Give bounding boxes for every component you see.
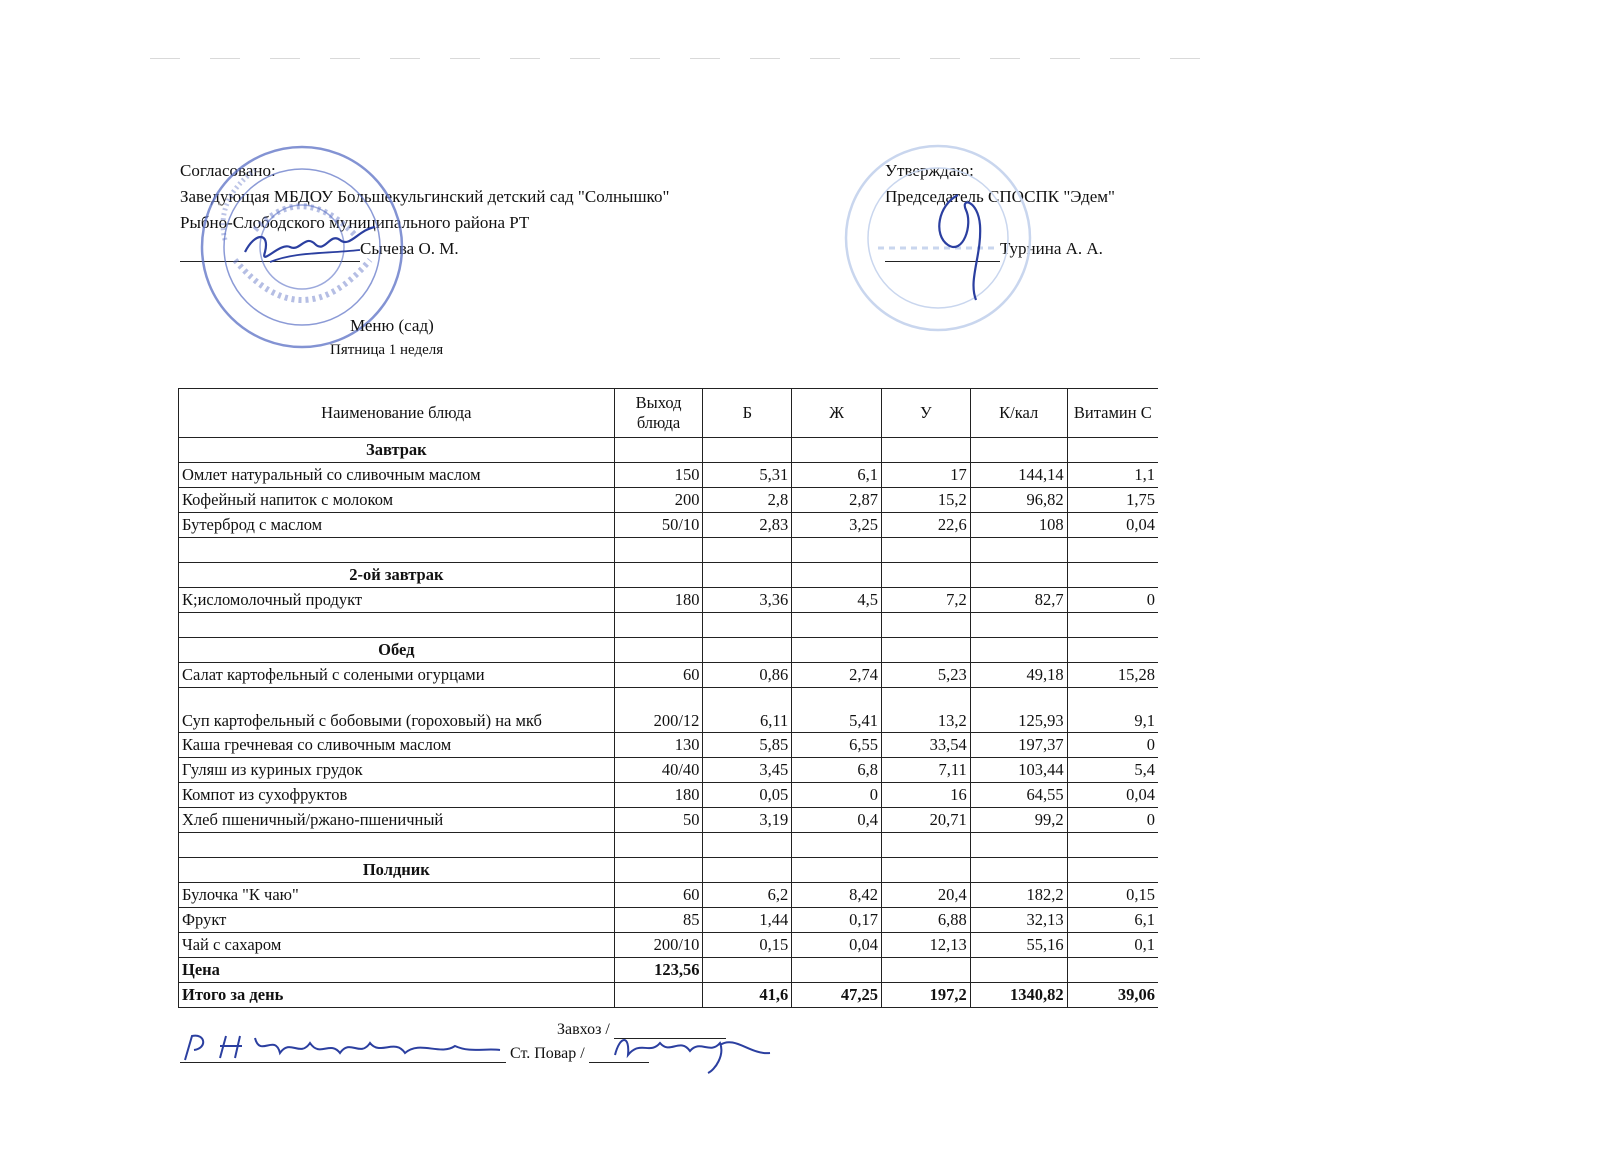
cell-name: Бутерброд с маслом — [179, 513, 615, 538]
cell-kcal: 1340,82 — [970, 983, 1067, 1008]
cell-fat: 4,5 — [792, 588, 882, 613]
scan-artifact-line — [150, 58, 1210, 59]
cell-vitamin-c — [1067, 538, 1158, 563]
cook-label: Ст. Повар / — [510, 1045, 585, 1062]
cell-protein: 6,11 — [703, 688, 792, 733]
cell-output — [614, 538, 703, 563]
cell-name: Фрукт — [179, 908, 615, 933]
cell-carbs — [881, 638, 970, 663]
cell-kcal: 32,13 — [970, 908, 1067, 933]
col-header-protein: Б — [703, 389, 792, 438]
cell-vitamin-c: 15,28 — [1067, 663, 1158, 688]
section-row — [179, 858, 1159, 883]
cell-carbs: 16 — [881, 783, 970, 808]
cell-fat — [792, 638, 882, 663]
cell-kcal: 144,14 — [970, 463, 1067, 488]
agreed-name: Сычева О. М. — [360, 239, 459, 258]
cell-output: 200/10 — [614, 933, 703, 958]
cell-fat: 0 — [792, 783, 882, 808]
cell-vitamin-c — [1067, 613, 1158, 638]
cell-protein — [703, 438, 792, 463]
cell-name: 2-ой завтрак — [179, 563, 615, 588]
cell-vitamin-c — [1067, 958, 1158, 983]
cell-fat: 3,25 — [792, 513, 882, 538]
cell-vitamin-c — [1067, 563, 1158, 588]
table-row — [179, 663, 1159, 688]
cell-kcal — [970, 638, 1067, 663]
cell-output — [614, 563, 703, 588]
cell-kcal — [970, 613, 1067, 638]
section-row — [179, 638, 1159, 663]
col-header-vitamin-c: Витамин С — [1067, 389, 1158, 438]
table-row — [179, 908, 1159, 933]
cell-name: Суп картофельный с бобовыми (гороховый) на мкб — [179, 688, 615, 733]
cell-carbs: 6,88 — [881, 908, 970, 933]
cell-output: 180 — [614, 588, 703, 613]
table-row — [179, 588, 1159, 613]
cell-output — [614, 833, 703, 858]
cell-fat: 47,25 — [792, 983, 882, 1008]
page-title: Меню (сад) — [350, 316, 434, 335]
cell-vitamin-c: 1,75 — [1067, 488, 1158, 513]
cell-name: Кофейный напиток с молоком — [179, 488, 615, 513]
cell-kcal: 103,44 — [970, 758, 1067, 783]
col-header-output: Выход блюда — [614, 389, 703, 438]
empty-row — [179, 538, 1159, 563]
cell-fat: 6,55 — [792, 733, 882, 758]
cell-protein — [703, 538, 792, 563]
cell-fat — [792, 833, 882, 858]
menu-table-body — [179, 438, 1159, 1008]
cell-kcal: 99,2 — [970, 808, 1067, 833]
cell-output: 130 — [614, 733, 703, 758]
agreed-district: Рыбно-Слободского муниципального района РТ — [180, 213, 530, 232]
cell-protein: 1,44 — [703, 908, 792, 933]
approve-name: Турнина А. А. — [1000, 239, 1103, 258]
cell-vitamin-c: 0,15 — [1067, 883, 1158, 908]
cell-fat: 2,74 — [792, 663, 882, 688]
agreed-signature-row — [180, 236, 669, 262]
cell-fat — [792, 563, 882, 588]
cell-carbs: 197,2 — [881, 983, 970, 1008]
cell-kcal — [970, 833, 1067, 858]
cell-name: Чай с сахаром — [179, 933, 615, 958]
cook-row — [180, 1044, 649, 1063]
cell-kcal: 125,93 — [970, 688, 1067, 733]
cell-kcal — [970, 438, 1067, 463]
cell-protein: 2,8 — [703, 488, 792, 513]
table-row — [179, 758, 1159, 783]
section-row — [179, 563, 1159, 588]
cell-name: К;исломолочный продукт — [179, 588, 615, 613]
cell-fat — [792, 958, 882, 983]
table-row — [179, 783, 1159, 808]
cell-protein: 2,83 — [703, 513, 792, 538]
cell-carbs: 33,54 — [881, 733, 970, 758]
cell-fat: 0,17 — [792, 908, 882, 933]
cell-carbs — [881, 858, 970, 883]
approve-label: Утверждаю: — [885, 161, 974, 180]
cell-vitamin-c: 39,06 — [1067, 983, 1158, 1008]
empty-row — [179, 613, 1159, 638]
cell-fat: 8,42 — [792, 883, 882, 908]
cell-carbs — [881, 833, 970, 858]
col-header-fat: Ж — [792, 389, 882, 438]
table-row — [179, 808, 1159, 833]
supply-manager-label: Завхоз / — [557, 1021, 610, 1038]
agreed-position: Заведующая МБДОУ Большекульгинский детский сад "Солнышко" — [180, 187, 670, 206]
cell-carbs: 7,2 — [881, 588, 970, 613]
table-row — [179, 488, 1159, 513]
cell-vitamin-c: 1,1 — [1067, 463, 1158, 488]
cell-output — [614, 438, 703, 463]
approve-signature-row — [885, 236, 1115, 262]
cell-vitamin-c: 5,4 — [1067, 758, 1158, 783]
cell-name — [179, 538, 615, 563]
cell-vitamin-c — [1067, 638, 1158, 663]
cell-name — [179, 613, 615, 638]
cell-carbs — [881, 958, 970, 983]
cell-name: Обед — [179, 638, 615, 663]
cell-vitamin-c: 6,1 — [1067, 908, 1158, 933]
cell-carbs — [881, 438, 970, 463]
supply-manager-line — [614, 1020, 726, 1039]
cell-fat — [792, 858, 882, 883]
cell-protein: 5,85 — [703, 733, 792, 758]
cell-fat — [792, 438, 882, 463]
cell-output: 60 — [614, 883, 703, 908]
cell-name: Завтрак — [179, 438, 615, 463]
cell-kcal: 55,16 — [970, 933, 1067, 958]
cell-protein — [703, 833, 792, 858]
cell-vitamin-c — [1067, 833, 1158, 858]
cell-protein: 0,86 — [703, 663, 792, 688]
cell-output: 60 — [614, 663, 703, 688]
table-header-row — [179, 389, 1159, 438]
empty-row — [179, 833, 1159, 858]
cell-vitamin-c: 0 — [1067, 733, 1158, 758]
cell-output: 50/10 — [614, 513, 703, 538]
cell-fat: 6,1 — [792, 463, 882, 488]
cell-vitamin-c: 0 — [1067, 808, 1158, 833]
approve-signature-line — [885, 243, 1000, 262]
cell-name: Хлеб пшеничный/ржано-пшеничный — [179, 808, 615, 833]
cell-name: Итого за день — [179, 983, 615, 1008]
cell-kcal — [970, 538, 1067, 563]
cell-carbs: 20,71 — [881, 808, 970, 833]
approve-position: Председатель СПОСПК "Эдем" — [885, 187, 1115, 206]
table-row — [179, 958, 1159, 983]
cell-protein — [703, 563, 792, 588]
table-row — [179, 463, 1159, 488]
cell-protein: 41,6 — [703, 983, 792, 1008]
cell-name: Полдник — [179, 858, 615, 883]
cell-vitamin-c: 0,04 — [1067, 783, 1158, 808]
cell-kcal: 49,18 — [970, 663, 1067, 688]
cook-left-line — [180, 1044, 506, 1063]
cell-kcal: 64,55 — [970, 783, 1067, 808]
cell-carbs: 5,23 — [881, 663, 970, 688]
cell-fat — [792, 538, 882, 563]
table-row — [179, 983, 1159, 1008]
cell-output — [614, 638, 703, 663]
cell-vitamin-c: 9,1 — [1067, 688, 1158, 733]
cell-output: 200/12 — [614, 688, 703, 733]
cell-carbs — [881, 563, 970, 588]
cell-kcal: 182,2 — [970, 883, 1067, 908]
cook-right-line — [589, 1044, 649, 1063]
table-row — [179, 933, 1159, 958]
cell-carbs: 15,2 — [881, 488, 970, 513]
cell-name: Салат картофельный с солеными огурцами — [179, 663, 615, 688]
cell-kcal: 197,37 — [970, 733, 1067, 758]
cell-name: Цена — [179, 958, 615, 983]
col-header-name: Наименование блюда — [179, 389, 615, 438]
cell-fat: 5,41 — [792, 688, 882, 733]
cell-protein: 0,15 — [703, 933, 792, 958]
cell-name — [179, 833, 615, 858]
cell-protein: 5,31 — [703, 463, 792, 488]
cell-carbs: 22,6 — [881, 513, 970, 538]
table-row — [179, 883, 1159, 908]
cell-carbs: 13,2 — [881, 688, 970, 733]
col-header-kcal: К/кал — [970, 389, 1067, 438]
agreed-block — [180, 158, 669, 262]
cell-name: Булочка "К чаю" — [179, 883, 615, 908]
cell-protein — [703, 958, 792, 983]
page-subtitle: Пятница 1 неделя — [330, 342, 444, 358]
cell-kcal — [970, 858, 1067, 883]
cell-vitamin-c: 0 — [1067, 588, 1158, 613]
cell-kcal — [970, 563, 1067, 588]
cell-output: 200 — [614, 488, 703, 513]
cell-fat — [792, 613, 882, 638]
menu-table — [178, 388, 1158, 1008]
supply-manager-row — [557, 1020, 726, 1039]
cell-carbs: 17 — [881, 463, 970, 488]
cell-name: Каша гречневая со сливочным маслом — [179, 733, 615, 758]
cell-kcal: 108 — [970, 513, 1067, 538]
cell-carbs: 7,11 — [881, 758, 970, 783]
cell-fat: 0,04 — [792, 933, 882, 958]
cell-output — [614, 983, 703, 1008]
cell-carbs: 12,13 — [881, 933, 970, 958]
cell-carbs — [881, 538, 970, 563]
cell-name: Гуляш из куриных грудок — [179, 758, 615, 783]
cell-output: 123,56 — [614, 958, 703, 983]
agreed-signature-line — [180, 243, 360, 262]
table-row — [179, 513, 1159, 538]
cell-protein — [703, 858, 792, 883]
cell-kcal: 96,82 — [970, 488, 1067, 513]
table-row — [179, 688, 1159, 733]
cell-carbs — [881, 613, 970, 638]
cell-name: Компот из сухофруктов — [179, 783, 615, 808]
table-row — [179, 733, 1159, 758]
cell-fat: 0,4 — [792, 808, 882, 833]
approve-block — [885, 158, 1115, 262]
cell-protein: 3,45 — [703, 758, 792, 783]
col-header-carbs: У — [881, 389, 970, 438]
section-row — [179, 438, 1159, 463]
cell-protein: 6,2 — [703, 883, 792, 908]
cell-output: 180 — [614, 783, 703, 808]
cell-output — [614, 613, 703, 638]
cell-kcal: 82,7 — [970, 588, 1067, 613]
cell-carbs: 20,4 — [881, 883, 970, 908]
agreed-label: Согласовано: — [180, 161, 276, 180]
cell-protein — [703, 613, 792, 638]
cell-vitamin-c — [1067, 438, 1158, 463]
cell-protein: 3,36 — [703, 588, 792, 613]
cell-output — [614, 858, 703, 883]
cell-output: 40/40 — [614, 758, 703, 783]
cell-vitamin-c: 0,1 — [1067, 933, 1158, 958]
cell-output: 50 — [614, 808, 703, 833]
cell-fat: 2,87 — [792, 488, 882, 513]
cell-output: 150 — [614, 463, 703, 488]
cell-kcal — [970, 958, 1067, 983]
cell-name: Омлет натуральный со сливочным маслом — [179, 463, 615, 488]
cell-vitamin-c: 0,04 — [1067, 513, 1158, 538]
cell-fat: 6,8 — [792, 758, 882, 783]
cell-vitamin-c — [1067, 858, 1158, 883]
cell-output: 85 — [614, 908, 703, 933]
cell-protein: 0,05 — [703, 783, 792, 808]
cell-protein — [703, 638, 792, 663]
cell-protein: 3,19 — [703, 808, 792, 833]
